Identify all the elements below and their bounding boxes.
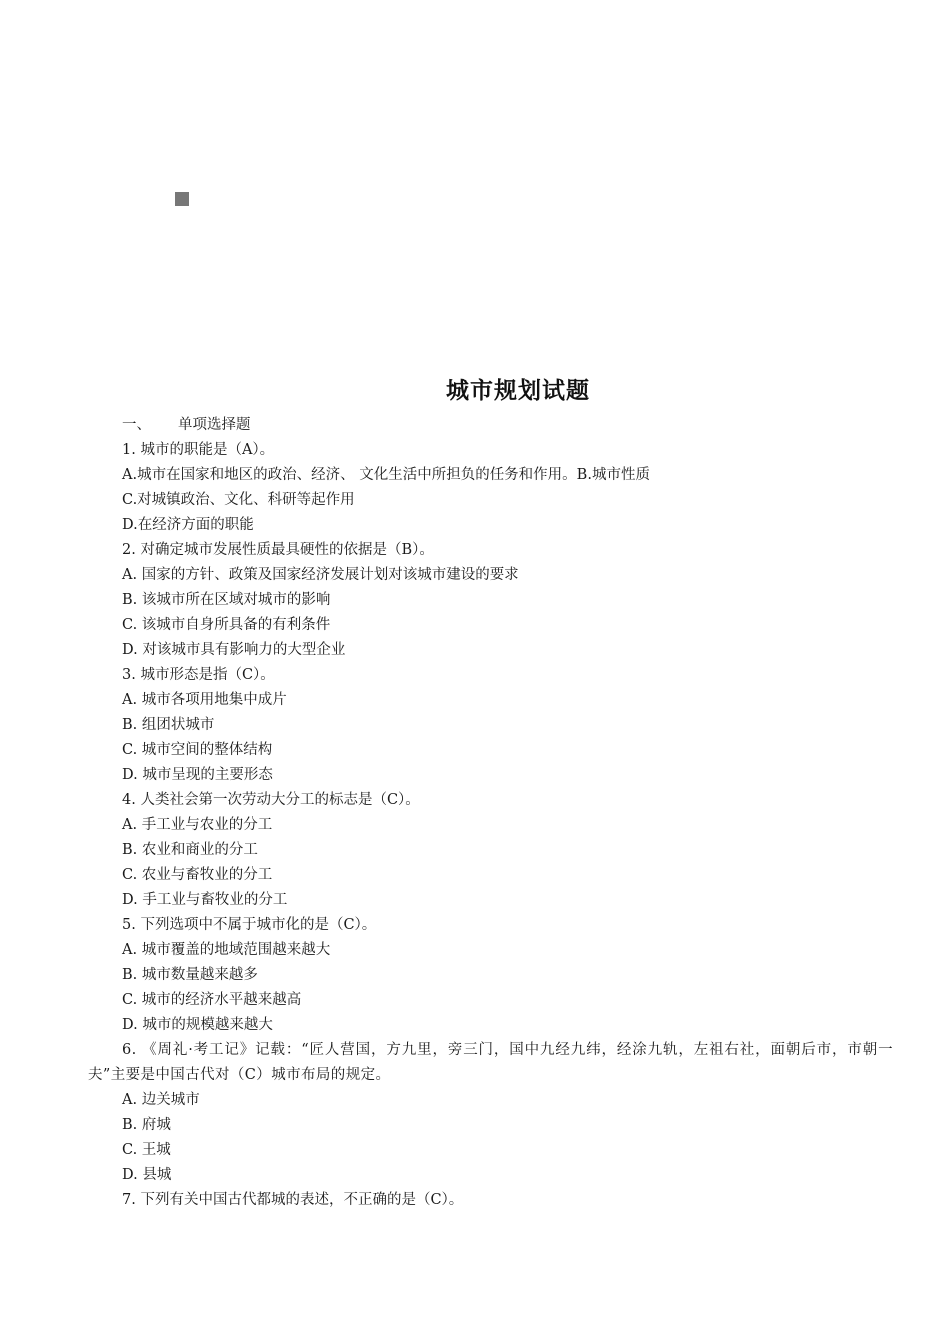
- text-line: 5. 下列选项中不属于城市化的是（C）。: [122, 917, 377, 933]
- text-line: D. 城市呈现的主要形态: [122, 767, 273, 783]
- text-line: 7. 下列有关中国古代都城的表述，不正确的是（C）。: [122, 1192, 464, 1208]
- question-lines-continued: [88, 1088, 893, 1213]
- text-line: 2. 对确定城市发展性质最具硬性的依据是（B）。: [122, 542, 434, 558]
- text-line: D. 手工业与畜牧业的分工: [122, 892, 288, 908]
- question-6-paragraph: 6. 《周礼·考工记》记载：“匠人营国，方九里，旁三门，国中九经九纬，经涂九轨，左祖右社，面朝后市，市朝一夫”主要是中国古代对（C）城市布局的规定。: [88, 1042, 893, 1083]
- section-number: 一、: [122, 417, 151, 433]
- text-line: B. 城市数量越来越多: [122, 967, 258, 983]
- gray-square-mark: [175, 192, 189, 206]
- text-line: C. 城市的经济水平越来越高: [122, 992, 302, 1008]
- text-line: B. 农业和商业的分工: [122, 842, 258, 858]
- text-line: 4. 人类社会第一次劳动大分工的标志是（C）。: [122, 792, 420, 808]
- question-lines: [88, 438, 893, 1038]
- text-line: C. 农业与畜牧业的分工: [122, 867, 273, 883]
- text-line: C. 城市空间的整体结构: [122, 742, 273, 758]
- text-line: C. 王城: [122, 1142, 171, 1158]
- text-line: A.城市在国家和地区的政治、经济、 文化生活中所担负的任务和作用。B.城市性质: [122, 467, 650, 483]
- section-label: 单项选择题: [178, 417, 251, 433]
- text-line: B. 府城: [122, 1117, 171, 1133]
- text-line: C.对城镇政治、文化、科研等起作用: [122, 492, 355, 508]
- section-heading: [88, 413, 893, 438]
- text-line: A. 边关城市: [122, 1092, 200, 1108]
- document-body: [88, 413, 893, 1213]
- text-line: A. 国家的方针、政策及国家经济发展计划对该城市建设的要求: [122, 567, 519, 583]
- text-line: D. 城市的规模越来越大: [122, 1017, 273, 1033]
- text-line: B. 该城市所在区域对城市的影响: [122, 592, 331, 608]
- text-line: 3. 城市形态是指（C）。: [122, 667, 275, 683]
- text-line: C. 该城市自身所具备的有利条件: [122, 617, 331, 633]
- text-line: D. 县城: [122, 1167, 172, 1183]
- text-line: B. 组团状城市: [122, 717, 215, 733]
- text-line: D.在经济方面的职能: [122, 517, 254, 533]
- text-line: A. 城市各项用地集中成片: [122, 692, 287, 708]
- text-line: 1. 城市的职能是（A）。: [122, 442, 275, 458]
- text-line: A. 城市覆盖的地域范围越来越大: [122, 942, 331, 958]
- document-title: 城市规划试题: [446, 378, 590, 404]
- text-line: A. 手工业与农业的分工: [122, 817, 273, 833]
- text-line: D. 对该城市具有影响力的大型企业: [122, 642, 346, 658]
